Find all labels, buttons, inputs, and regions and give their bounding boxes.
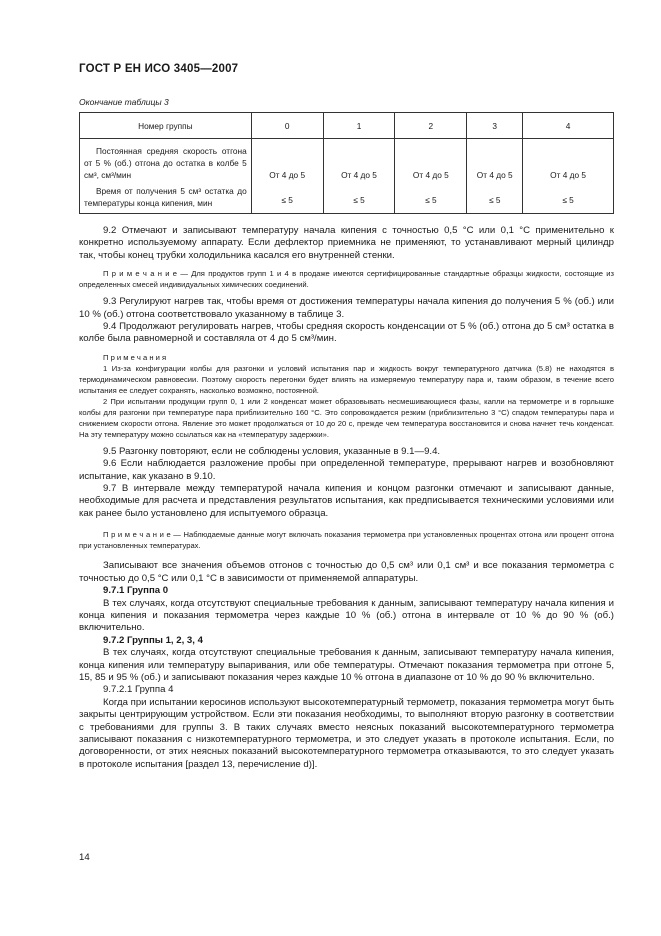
value-cell (251, 139, 323, 214)
paragraph: 9.6 Если наблюдается разложение пробы при определенной температуре, прерывают нагрев и возобновляют испытание, как указано в 9.10. (79, 458, 614, 482)
subsection-heading: 9.7.2 Группы 1, 2, 3, 4 (103, 634, 203, 646)
note-text: Для продуктов групп 1 и 4 в продаже имеются сертифицированные стандартные образцы жидкости, состоящие из определенных смесей индивидуальных химических соединений. (79, 269, 614, 290)
body-text (79, 225, 614, 771)
note: 2 При испытании продукции групп 0, 1 или 2 конденсат может образовывать несмешивающиеся фазы, капли на термометре и в горлышке колбы для разгонки при температуре пара приблизительно 160 °С. Это сопровождается резким (приблизительно 3 °С) спадом температуры пара и снижением скорости отгона. Явление это может продолжаться от 10 до 20 с, прежде чем температура восстановится и снова начнет течь конденсат. На эту температуру можно ссылаться как на «температуру задержки». (79, 396, 614, 439)
paragraph: 9.2 Отмечают и записывают температуру начала кипения с точностью 0,5 °С или 0,1 °С применительно к конкретно используемому аппарату. Если дефлектор приемника не применяют, то устанавливают мерный цилиндр так, чтобы конец трубки холодильника касался его внутренней стенки. (79, 225, 614, 261)
note-label: П р и м е ч а н и е — (103, 530, 181, 540)
paragraph: 9.3 Регулируют нагрев так, чтобы время от достижения температуры начала кипения до получения 5 % (об.) или 10 % (об.) отгона соответствовало указанному в таблице 3. (79, 296, 614, 320)
paragraph: В тех случаях, когда отсутствуют специальные требования к данным, записывают температуру начала кипения и конца кипения и показания термометра через каждые 10 % (об.) отгона в интервале от 10 % до 90 % (об.) включительно. (79, 597, 614, 634)
table-header-cell: 2 (395, 113, 467, 139)
paragraph: 9.7 В интервале между температурой начала кипения и концом разгонки отмечают и записывают данные, необходимые для расчета и представления результатов испытания, как предписывается техническими условиями или как ранее было установлено для испытуемого образца. (79, 483, 614, 519)
table-header-cell: 3 (467, 113, 523, 139)
note-label: П р и м е ч а н и е — (103, 269, 188, 279)
value: ≤ 5 (488, 195, 501, 205)
value-cell (467, 139, 523, 214)
parameter-label: Время от получения 5 см³ остатка до температуры конца кипения, мин (84, 186, 247, 208)
table-3 (79, 112, 614, 214)
value: ≤ 5 (425, 195, 437, 205)
note: 1 Из-за конфигурации колбы для разгонки и условий испытания пар и жидкость вокруг температурного датчика (5.8) не находятся в термодинамическом равновесии. Поэтому скорость перегонки будет влиять на измеряемую температуру пара и, таким образом, в течение всего испытания ее следует сохранять, насколько возможно, постоянной. (79, 363, 614, 395)
table-header-cell: Номер группы (80, 113, 252, 139)
value: ≤ 5 (353, 195, 365, 205)
table-header-cell: 1 (323, 113, 395, 139)
value: ≤ 5 (281, 195, 293, 205)
value: От 4 до 5 (412, 170, 449, 180)
value: ≤ 5 (562, 195, 574, 205)
notes-title: П р и м е ч а н и я (103, 352, 167, 362)
page-number: 14 (79, 852, 90, 863)
paragraph: В тех случаях, когда отсутствуют специальные требования к данным, записывают температуру начала кипения, конца кипения или температуру выпаривания, или обе температуры. Отмечают показания термометра при отгоне 5, 15, 85 и 95 % (об.) и записывают показания через каждые 10 % отгона в диапазоне от 10 % до 90 % включительно. (79, 647, 614, 683)
paragraph: Записывают все значения объемов отгонов с точностью до 0,5 см³ или 0,1 см³ и все показания термометра с точностью до 0,5 °С или 0,1 °С в зависимости от применяемой аппаратуры. (79, 560, 614, 584)
paragraph: 9.4 Продолжают регулировать нагрев, чтобы средняя скорость конденсации от 5 % (об.) отгона до 5 см³ остатка в колбе была равномерной и составляла от 4 до 5 см³/мин. (79, 321, 614, 345)
table-caption: Окончание таблицы 3 (79, 97, 169, 107)
value: От 4 до 5 (476, 170, 513, 180)
value: От 4 до 5 (341, 170, 377, 180)
subsection-heading: 9.7.1 Группа 0 (103, 585, 169, 597)
document-header: ГОСТ Р ЕН ИСО 3405—2007 (79, 63, 239, 75)
table-header-row (80, 113, 614, 139)
paragraph: Когда при испытании керосинов используют высокотемпературный термометр, показания термометра могут быть закрыты центрирующим устройством. Если эти показания необходимы, то выполняют вторую разгонку в соответствии с требованиями для группы 3. В таких случаях вместо неясных показаний высокотемпературного термометра записывают показания с низкотемпературного термометра, и это следует указать в протоколе испытания. Если, по договоренности, от этих неясных показаний высокотемпературного термометра отказываются, то это следует указать в протоколе испытания [раздел 13, перечисление d)]. (79, 696, 614, 770)
value-cell (523, 139, 614, 214)
note (79, 268, 614, 290)
note (79, 529, 614, 551)
parameter-label: Постоянная средняя скорость отгона от 5 % (об.) отгона до остатка в колбе 5 см³, см³/мин (84, 146, 247, 180)
table-header-cell: 4 (523, 113, 614, 139)
note-text: Наблюдаемые данные могут включать показания термометра при установленных процентах отгона или процент отгона при установленных температурах. (79, 530, 614, 551)
table-header-cell: 0 (251, 113, 323, 139)
paragraph: 9.5 Разгонку повторяют, если не соблюдены условия, указанные в 9.1—9.4. (103, 445, 441, 457)
value-cell (395, 139, 467, 214)
value-cell (323, 139, 395, 214)
table-row (80, 139, 614, 214)
parameter-cell (80, 139, 252, 214)
value: От 4 до 5 (550, 170, 586, 180)
subsection-heading: 9.7.2.1 Группа 4 (103, 684, 174, 696)
value: От 4 до 5 (269, 170, 306, 180)
